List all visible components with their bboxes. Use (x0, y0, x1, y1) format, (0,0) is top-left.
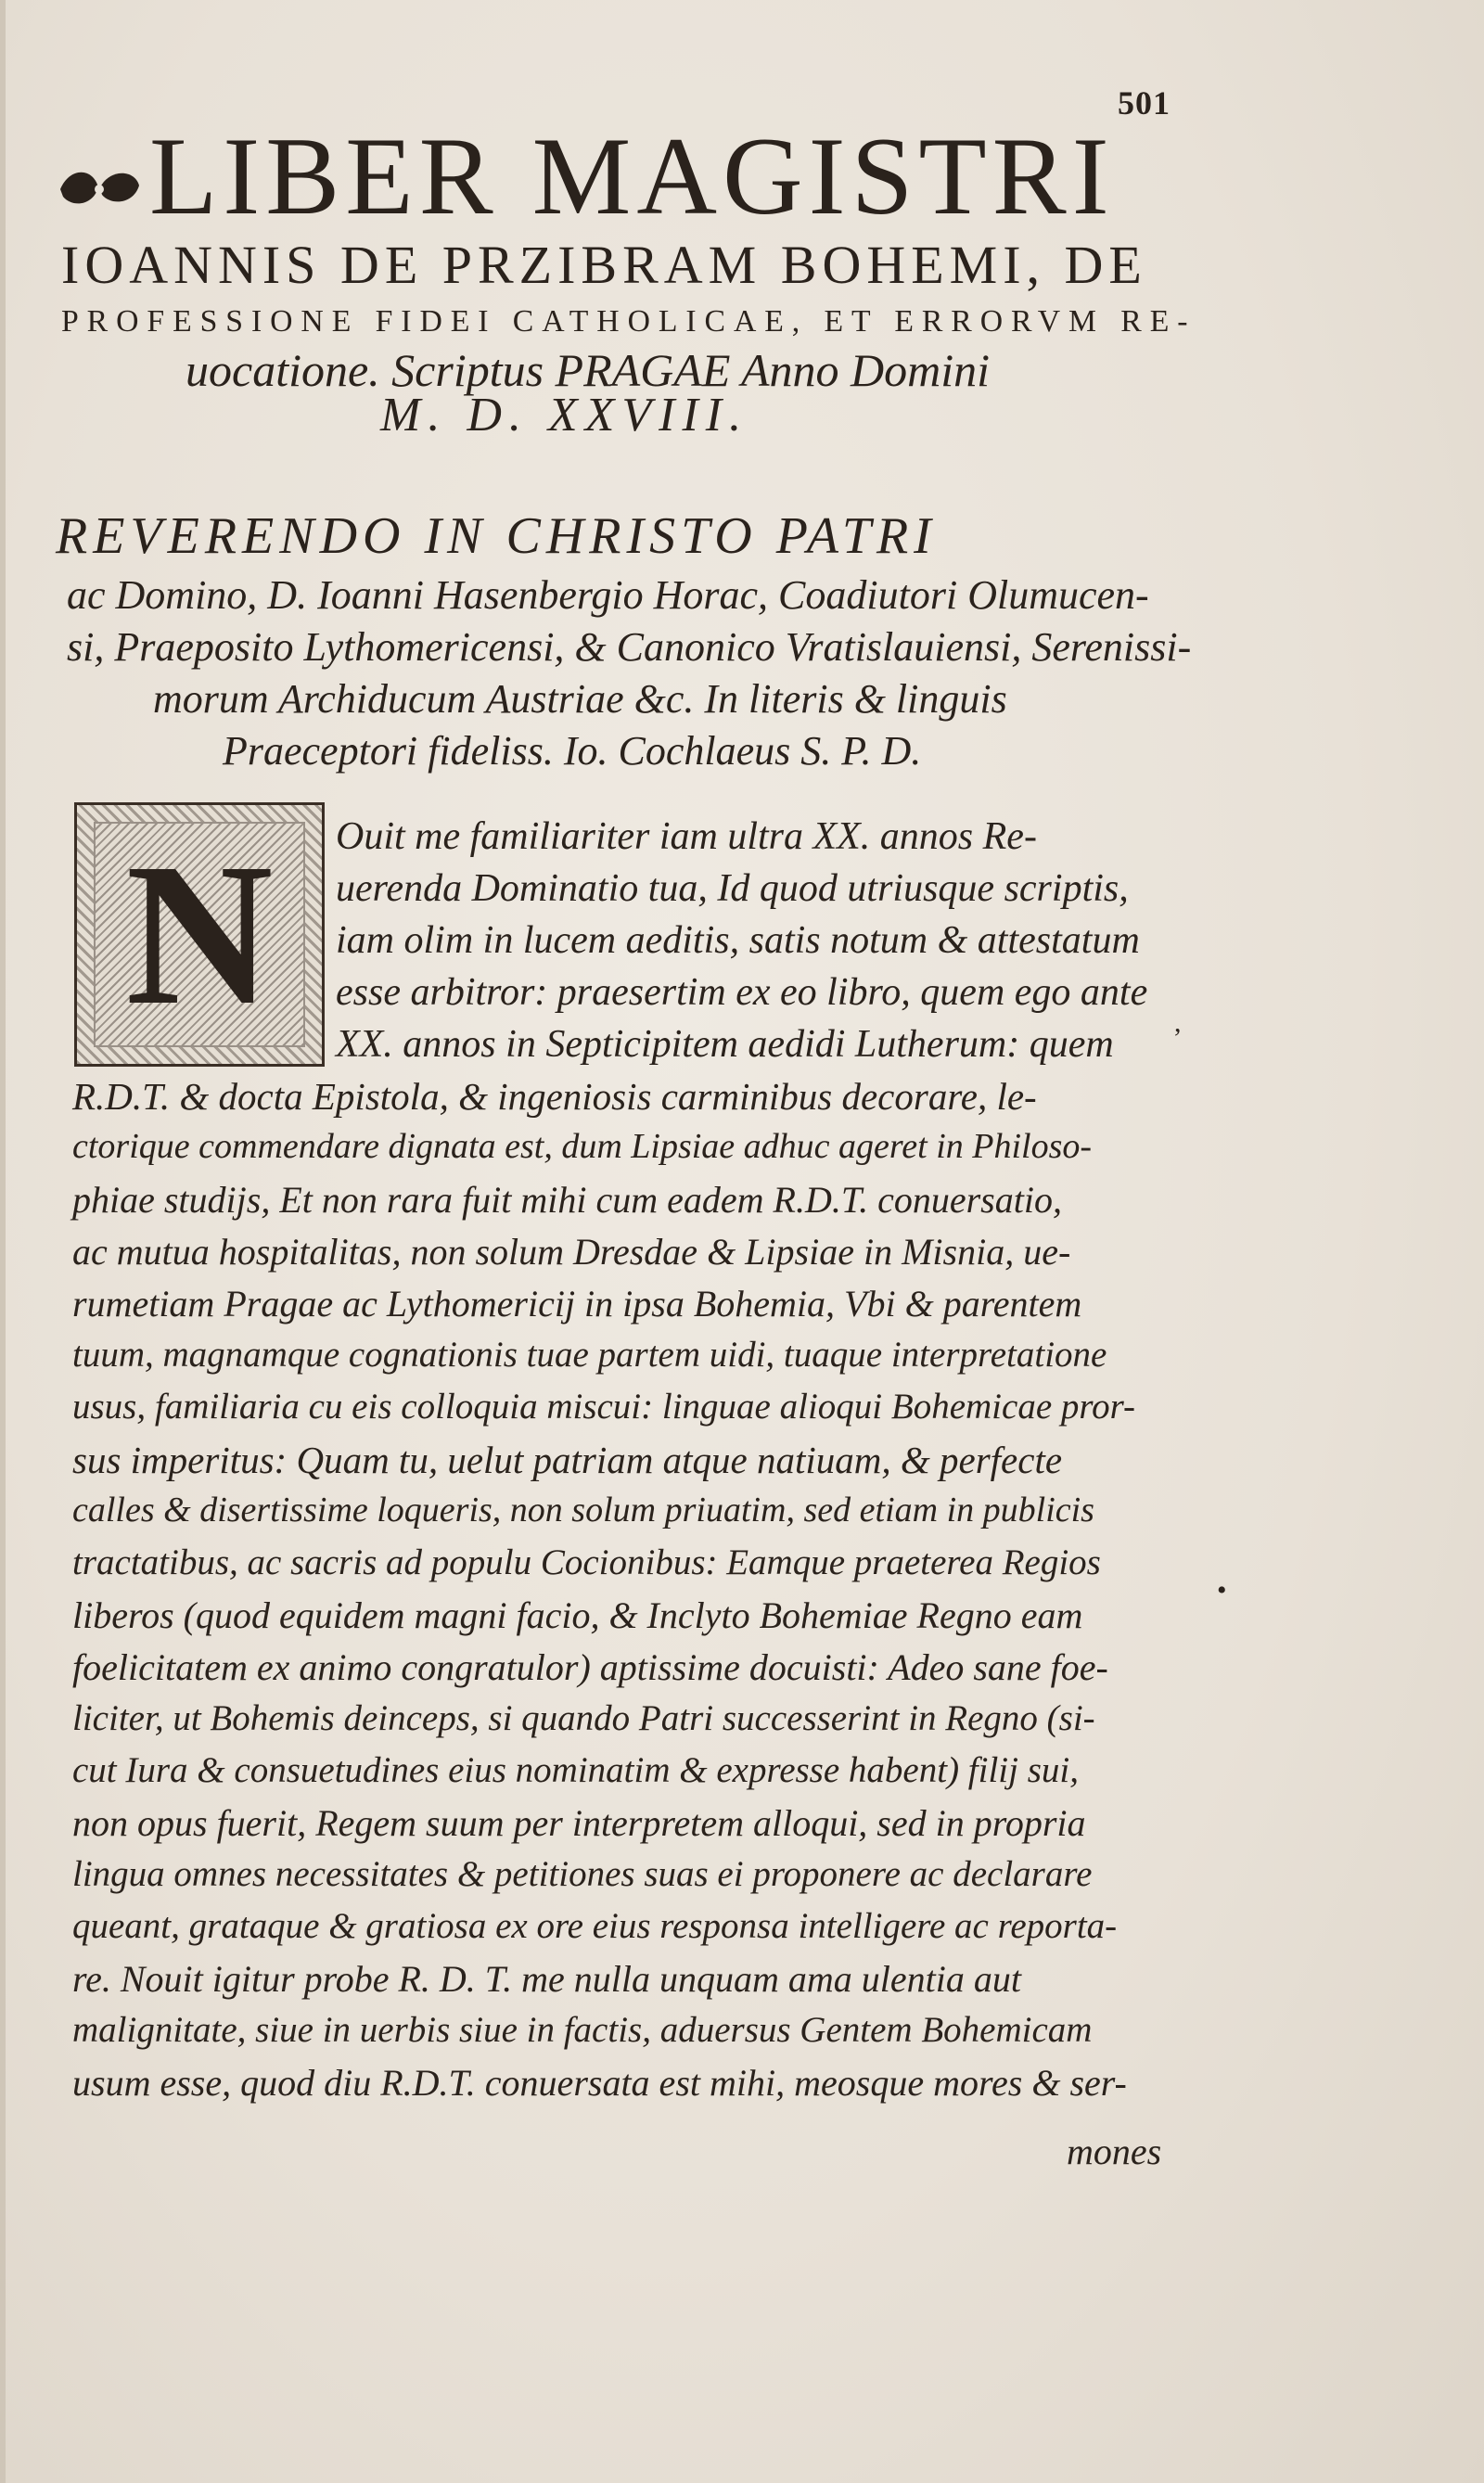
body-line: non opus fuerit, Regem suum per interpretem alloqui, sed in propria (72, 1802, 1086, 1844)
body-line: usus, familiaria cu eis colloquia miscui: linguae alioqui Bohemicae pror- (72, 1387, 1135, 1427)
subtitle-line-1: IOANNIS DE PRZIBRAM BOHEMI, DE (61, 235, 1147, 295)
body-line: Ouit me familiariter iam ultra XX. annos Re- (336, 815, 1037, 858)
body-line: R.D.T. & docta Epistola, & ingeniosis carminibus decorare, le- (72, 1075, 1037, 1118)
body-line: calles & disertissime loqueris, non solum priuatim, sed etiam in publicis (72, 1491, 1094, 1529)
body-line: esse arbitror: praesertim ex eo libro, quem ego ante (336, 971, 1148, 1014)
body-line: uerenda Dominatio tua, Id quod utriusque scriptis, (336, 867, 1129, 910)
margin-comma: , (1174, 1007, 1182, 1038)
body-line: liberos (quod equidem magni facio, & Inclyto Bohemiae Regno eam (72, 1594, 1083, 1636)
page-title (56, 114, 1178, 237)
body-line: XX. annos in Septicipitem aedidi Lutherum: quem (336, 1023, 1114, 1066)
body-line: phiae studijs, Et non rara fuit mihi cum eadem R.D.T. conuersatio, (72, 1179, 1062, 1221)
body-line: ac mutua hospitalitas, non solum Dresdae & Lipsiae in Misnia, ue- (72, 1231, 1071, 1273)
subtitle-line-4: M. D. XXVIII. (380, 389, 749, 442)
body-line: tuum, magnamque cognationis tuae partem uidi, tuaque interpretatione (72, 1335, 1107, 1375)
body-line: re. Nouit igitur probe R. D. T. me nulla unquam ama ulentia aut (72, 1958, 1021, 2000)
dedication-line-2: ac Domino, D. Ioanni Hasenbergio Horac, Coadiutori Olumucen- (67, 572, 1149, 618)
body-line: lingua omnes necessitates & petitiones suas ei proponere ac declarare (72, 1854, 1093, 1894)
body-line: iam olim in lucem aeditis, satis notum & attestatum (336, 919, 1140, 962)
drop-cap-letter: N (77, 805, 322, 1064)
catchword: mones (1067, 2131, 1162, 2172)
body-line: foelicitatem ex animo congratulor) aptissime docuisti: Adeo sane foe- (72, 1646, 1108, 1688)
page-number: 501 (1118, 84, 1171, 122)
subtitle-line-2: PROFESSIONE FIDEI CATHOLICAE, ET ERRORVM RE- (61, 304, 1196, 339)
body-line: malignitate, siue in uerbis siue in factis, aduersus Gentem Bohemicam (72, 2010, 1093, 2050)
body-line: tractatibus, ac sacris ad populu Cocionibus: Eamque praeterea Regios (72, 1542, 1101, 1582)
subtitle-line-3: uocatione. Scriptus PRAGAE Anno Domini (186, 344, 991, 396)
dedication-line-5: Praeceptori fideliss. Io. Cochlaeus S. P. D. (223, 728, 922, 774)
fleuron-ornament-icon (56, 160, 144, 215)
dedication-line-4: morum Archiducum Austriae &c. In literis & linguis (153, 676, 1007, 722)
margin-dot: • (1217, 1575, 1227, 1606)
body-line: ctorique commendare dignata est, dum Lipsiae adhuc ageret in Philoso- (72, 1127, 1093, 1166)
drop-cap-woodcut (74, 802, 325, 1067)
body-line: cut Iura & consuetudines eius nominatim & expresse habent) filij sui, (72, 1750, 1079, 1790)
body-line: liciter, ut Bohemis deinceps, si quando Patri successerint in Regno (si- (72, 1698, 1095, 1738)
page-edge (0, 0, 6, 2483)
body-line: usum esse, quod diu R.D.T. conuersata est mihi, meosque mores & ser- (72, 2062, 1127, 2104)
title-text: LIBER MAGISTRI (149, 114, 1115, 237)
body-line: rumetiam Pragae ac Lythomericij in ipsa Bohemia, Vbi & parentem (72, 1283, 1082, 1325)
dedication-heading: REVERENDO IN CHRISTO PATRI (56, 507, 937, 565)
body-line: queant, grataque & gratiosa ex ore eius responsa intelligere ac reporta- (72, 1906, 1118, 1946)
dedication-line-3: si, Praeposito Lythomericensi, & Canonico Vratislauiensi, Serenissi- (67, 624, 1192, 670)
body-line: sus imperitus: Quam tu, uelut patriam atque natiuam, & perfecte (72, 1439, 1063, 1481)
